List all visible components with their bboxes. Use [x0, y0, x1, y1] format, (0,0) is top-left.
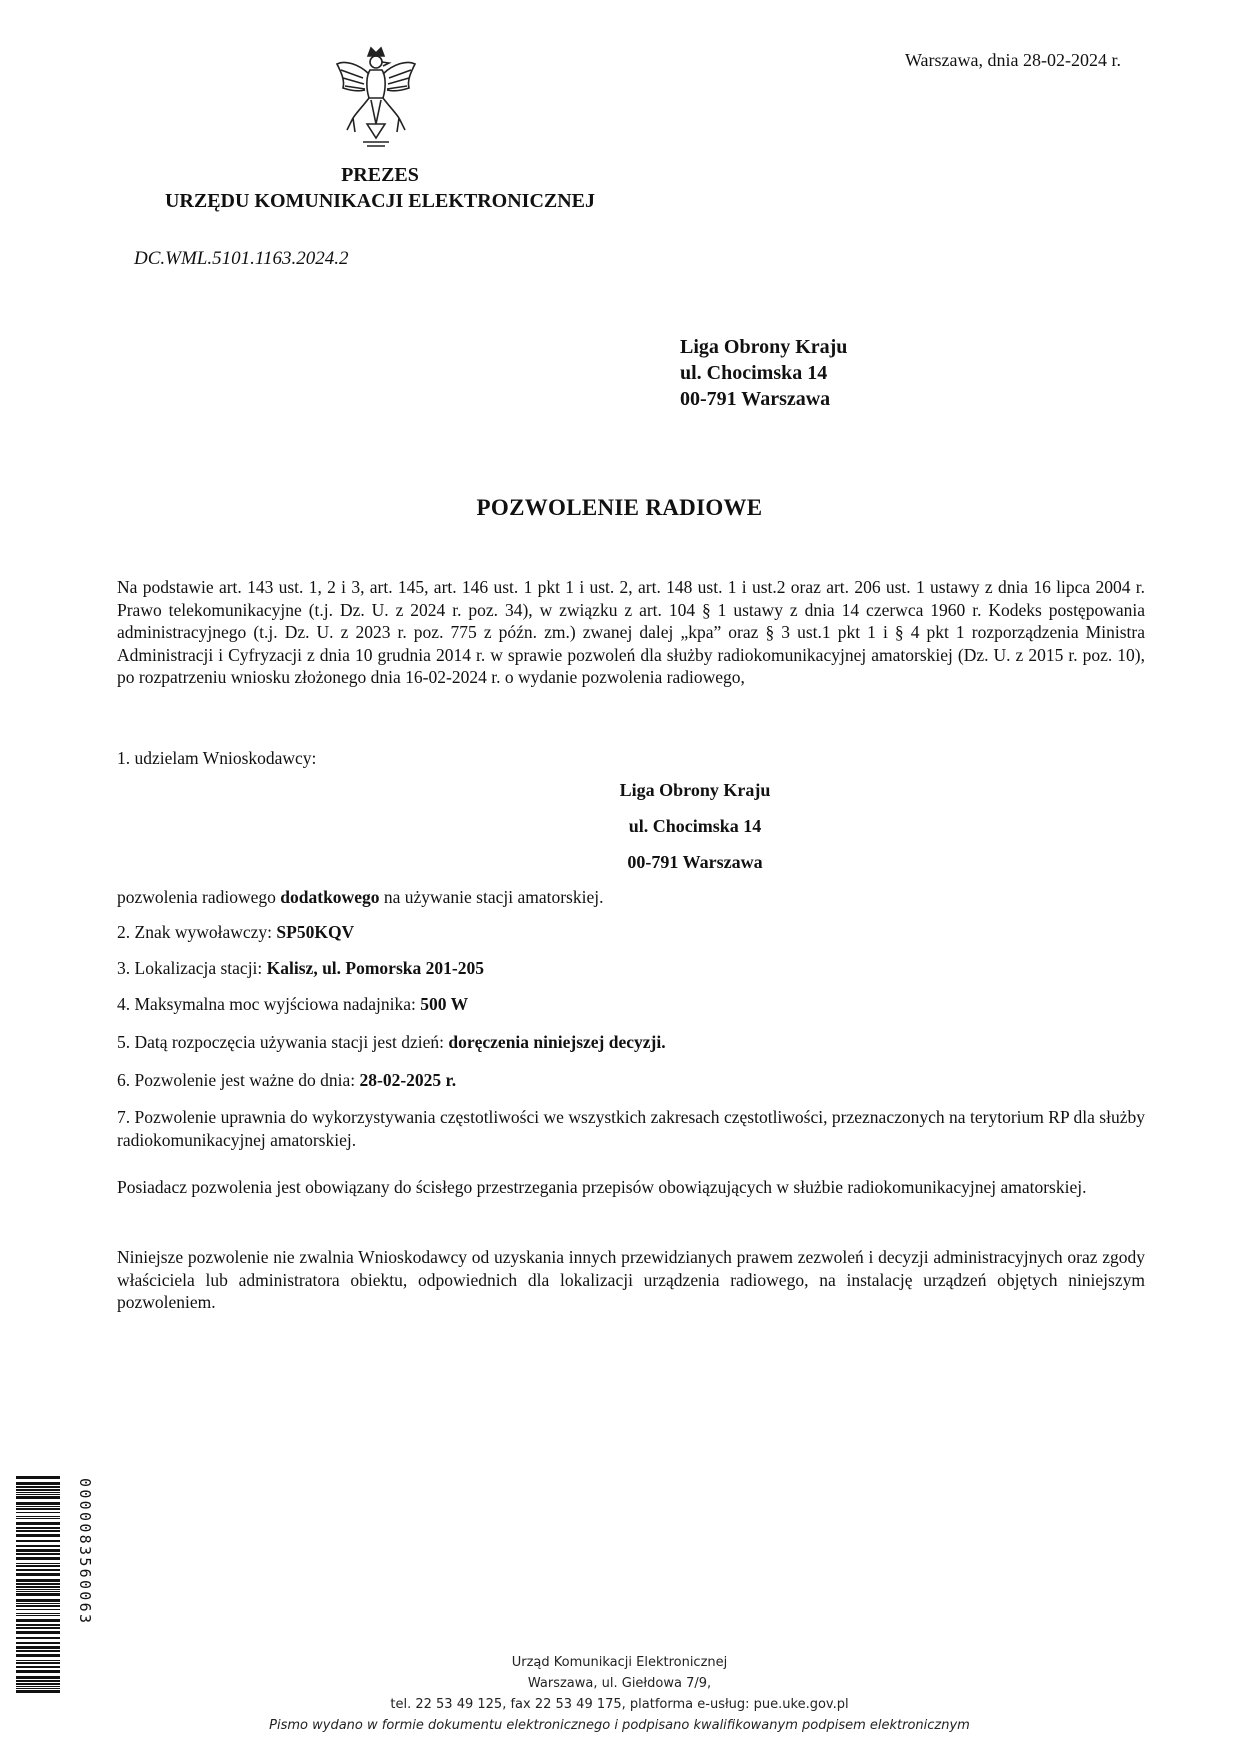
barcode-bar [16, 1549, 60, 1552]
authority-name: URZĘDU KOMUNIKACJI ELEKTRONICZNEJ [164, 190, 596, 212]
barcode-bar [16, 1627, 60, 1629]
barcode-bar [16, 1593, 60, 1596]
item-1-label: 1. udzielam Wnioskodawcy: [117, 748, 317, 768]
barcode-bar [16, 1565, 60, 1567]
permit-prefix: pozwolenia radiowego [117, 887, 281, 907]
item-4-label: 4. Maksymalna moc wyjściowa nadajnika: [117, 994, 421, 1014]
item-5-start-date [117, 1032, 666, 1053]
barcode-bar [16, 1650, 60, 1652]
barcode-bar [16, 1599, 60, 1602]
addressee-block [680, 334, 847, 412]
barcode-bar [16, 1603, 60, 1604]
barcode-bar [16, 1646, 60, 1649]
barcode-bar [16, 1494, 60, 1495]
barcode-bar [16, 1586, 60, 1588]
barcode-bar [16, 1569, 60, 1571]
item-5-label: 5. Datą rozpoczęcia używania stacji jest dzień: [117, 1032, 449, 1052]
case-reference-number: DC.WML.5101.1163.2024.2 [134, 248, 349, 269]
call-sign-value: SP50KQV [276, 922, 355, 942]
grantee-city: 00-791 Warszawa [627, 852, 763, 872]
footer-signature-note: Pismo wydano w formie dokumentu elektronicznego i podpisano kwalifikowanym podpisem elektronicznym [269, 1718, 970, 1733]
item-2-label: 2. Znak wywoławczy: [117, 922, 277, 942]
barcode-bar [16, 1670, 60, 1673]
issuing-authority [130, 162, 630, 214]
grantee-street: ul. Chocimska 14 [628, 816, 762, 836]
barcode-bar [16, 1605, 60, 1607]
barcode-bar [16, 1553, 60, 1555]
barcode-bar [16, 1518, 60, 1519]
barcode-bar [16, 1615, 60, 1616]
barcode-bar [16, 1563, 60, 1564]
barcode-bar [16, 1512, 60, 1513]
barcode-bar [16, 1482, 60, 1485]
barcode-bar [16, 1540, 60, 1542]
barcode-bar [16, 1516, 60, 1517]
barcode-bar [16, 1631, 60, 1634]
barcode-digits: 0000083560063 [76, 1478, 94, 1626]
start-date-value: doręczenia niniejszej decyzji. [448, 1032, 666, 1052]
item-4-max-power [117, 994, 468, 1015]
valid-until-value: 28-02-2025 r. [359, 1070, 457, 1090]
legal-basis-paragraph: Na podstawie art. 143 ust. 1, 2 i 3, art. 145, art. 146 ust. 1 pkt 1 i ust. 2, art. 148 ust. 1 i ust.2 oraz art. 206 ust. 1 ustawy z dnia 16 lipca 2004 r. Prawo telekomunikacyjne (t.j. Dz. U. z 2024 r. poz. 34), w związku z art. 104 § 1 ustawy z dnia 14 czerwca 1960 r. Kodeks postępowania administracyjnego (t.j. Dz. U. z 2023 r. poz. 775 z późn. zm.) zwanej dalej „kpa” oraz § 3 ust.1 pkt 1 i § 4 pkt 1 rozporządzenia Ministra Administracji i Cyfryzacji z dnia 10 grudnia 2014 r. w sprawie pozwoleń dla służby radiokomunikacyjnej amatorskiej (Dz. U. z 2015 r. poz. 10), po rozpatrzeniu wniosku złożonego dnia 16-02-2024 r. o wydanie pozwolenia radiowego, [117, 577, 1145, 687]
item-7-frequencies: 7. Pozwolenie uprawnia do wykorzystywania częstotliwości we wszystkich zakresach częstotliwości, przeznaczonych na terytorium RP dla służby radiokomunikacyjnej amatorskiej. [117, 1107, 1145, 1150]
addressee-name: Liga Obrony Kraju [680, 336, 848, 358]
footer-office-name: Urząd Komunikacji Elektronicznej [511, 1655, 728, 1670]
authority-title: PREZES [341, 164, 419, 186]
location-value: Kalisz, ul. Pomorska 201-205 [266, 958, 484, 978]
permit-type-line [117, 887, 603, 908]
item-6-label: 6. Pozwolenie jest ważne do dnia: [117, 1070, 360, 1090]
barcode-bar [16, 1613, 60, 1614]
barcode-bar [16, 1496, 60, 1499]
addressee-city: 00-791 Warszawa [680, 388, 831, 410]
item-3-location [117, 958, 484, 979]
barcode-bar [16, 1545, 60, 1547]
barcode-bar [16, 1527, 60, 1529]
barcode-bar [16, 1534, 60, 1537]
polish-eagle-emblem-icon [333, 46, 419, 152]
barcode-bar [16, 1492, 60, 1493]
barcode-bar [16, 1642, 60, 1644]
addressee-street: ul. Chocimska 14 [680, 362, 828, 384]
item-2-call-sign [117, 922, 354, 943]
barcode-bar [16, 1589, 60, 1590]
barcode-bar [16, 1530, 60, 1532]
barcode-bar [16, 1522, 60, 1525]
barcode-bar [16, 1624, 60, 1626]
barcode-bar [16, 1486, 60, 1488]
disclaimer-paragraph: Niniejsze pozwolenie nie zwalnia Wnioskodawcy od uzyskania innych przewidzianych prawem zezwoleń i decyzji administracyjnych oraz zgody właściciela lub administratora obiektu, odpowiednich dla lokalizacji urządzenia radiowego, na instalację urządzeń objętych niniejszym pozwoleniem. [117, 1247, 1145, 1312]
permit-type: dodatkowego [280, 887, 380, 907]
barcode-bar [16, 1637, 60, 1639]
barcode-bar [16, 1502, 60, 1505]
footer-contact: tel. 22 53 49 125, fax 22 53 49 175, platforma e-usług: pue.uke.gov.pl [390, 1697, 849, 1712]
barcode-bar [16, 1591, 60, 1592]
permit-suffix: na używanie stacji amatorskiej. [379, 887, 604, 907]
item-3-label: 3. Lokalizacja stacji: [117, 958, 267, 978]
item-6-valid-until [117, 1070, 456, 1091]
document-title: POZWOLENIE RADIOWE [476, 495, 763, 520]
max-power-value: 500 W [420, 994, 469, 1014]
barcode-bar [16, 1557, 60, 1560]
footer-address: Warszawa, ul. Giełdowa 7/9, [527, 1676, 712, 1691]
barcode-bar [16, 1506, 60, 1507]
barcode-bar [16, 1609, 60, 1610]
holder-obligation-paragraph: Posiadacz pozwolenia jest obowiązany do ścisłego przestrzegania przepisów obowiązujących w służbie radiokomunikacyjnej amatorskiej. [117, 1177, 1087, 1197]
barcode-bar [16, 1508, 60, 1510]
grantee-name: Liga Obrony Kraju [619, 780, 771, 800]
barcode-bar [16, 1573, 60, 1576]
document-date: Warszawa, dnia 28-02-2024 r. [905, 50, 1121, 70]
barcode-bar [16, 1476, 60, 1479]
barcode-bar [16, 1619, 60, 1622]
barcode-bar [16, 1583, 60, 1585]
barcode-bar [16, 1579, 60, 1582]
barcode-bar [16, 1489, 60, 1491]
